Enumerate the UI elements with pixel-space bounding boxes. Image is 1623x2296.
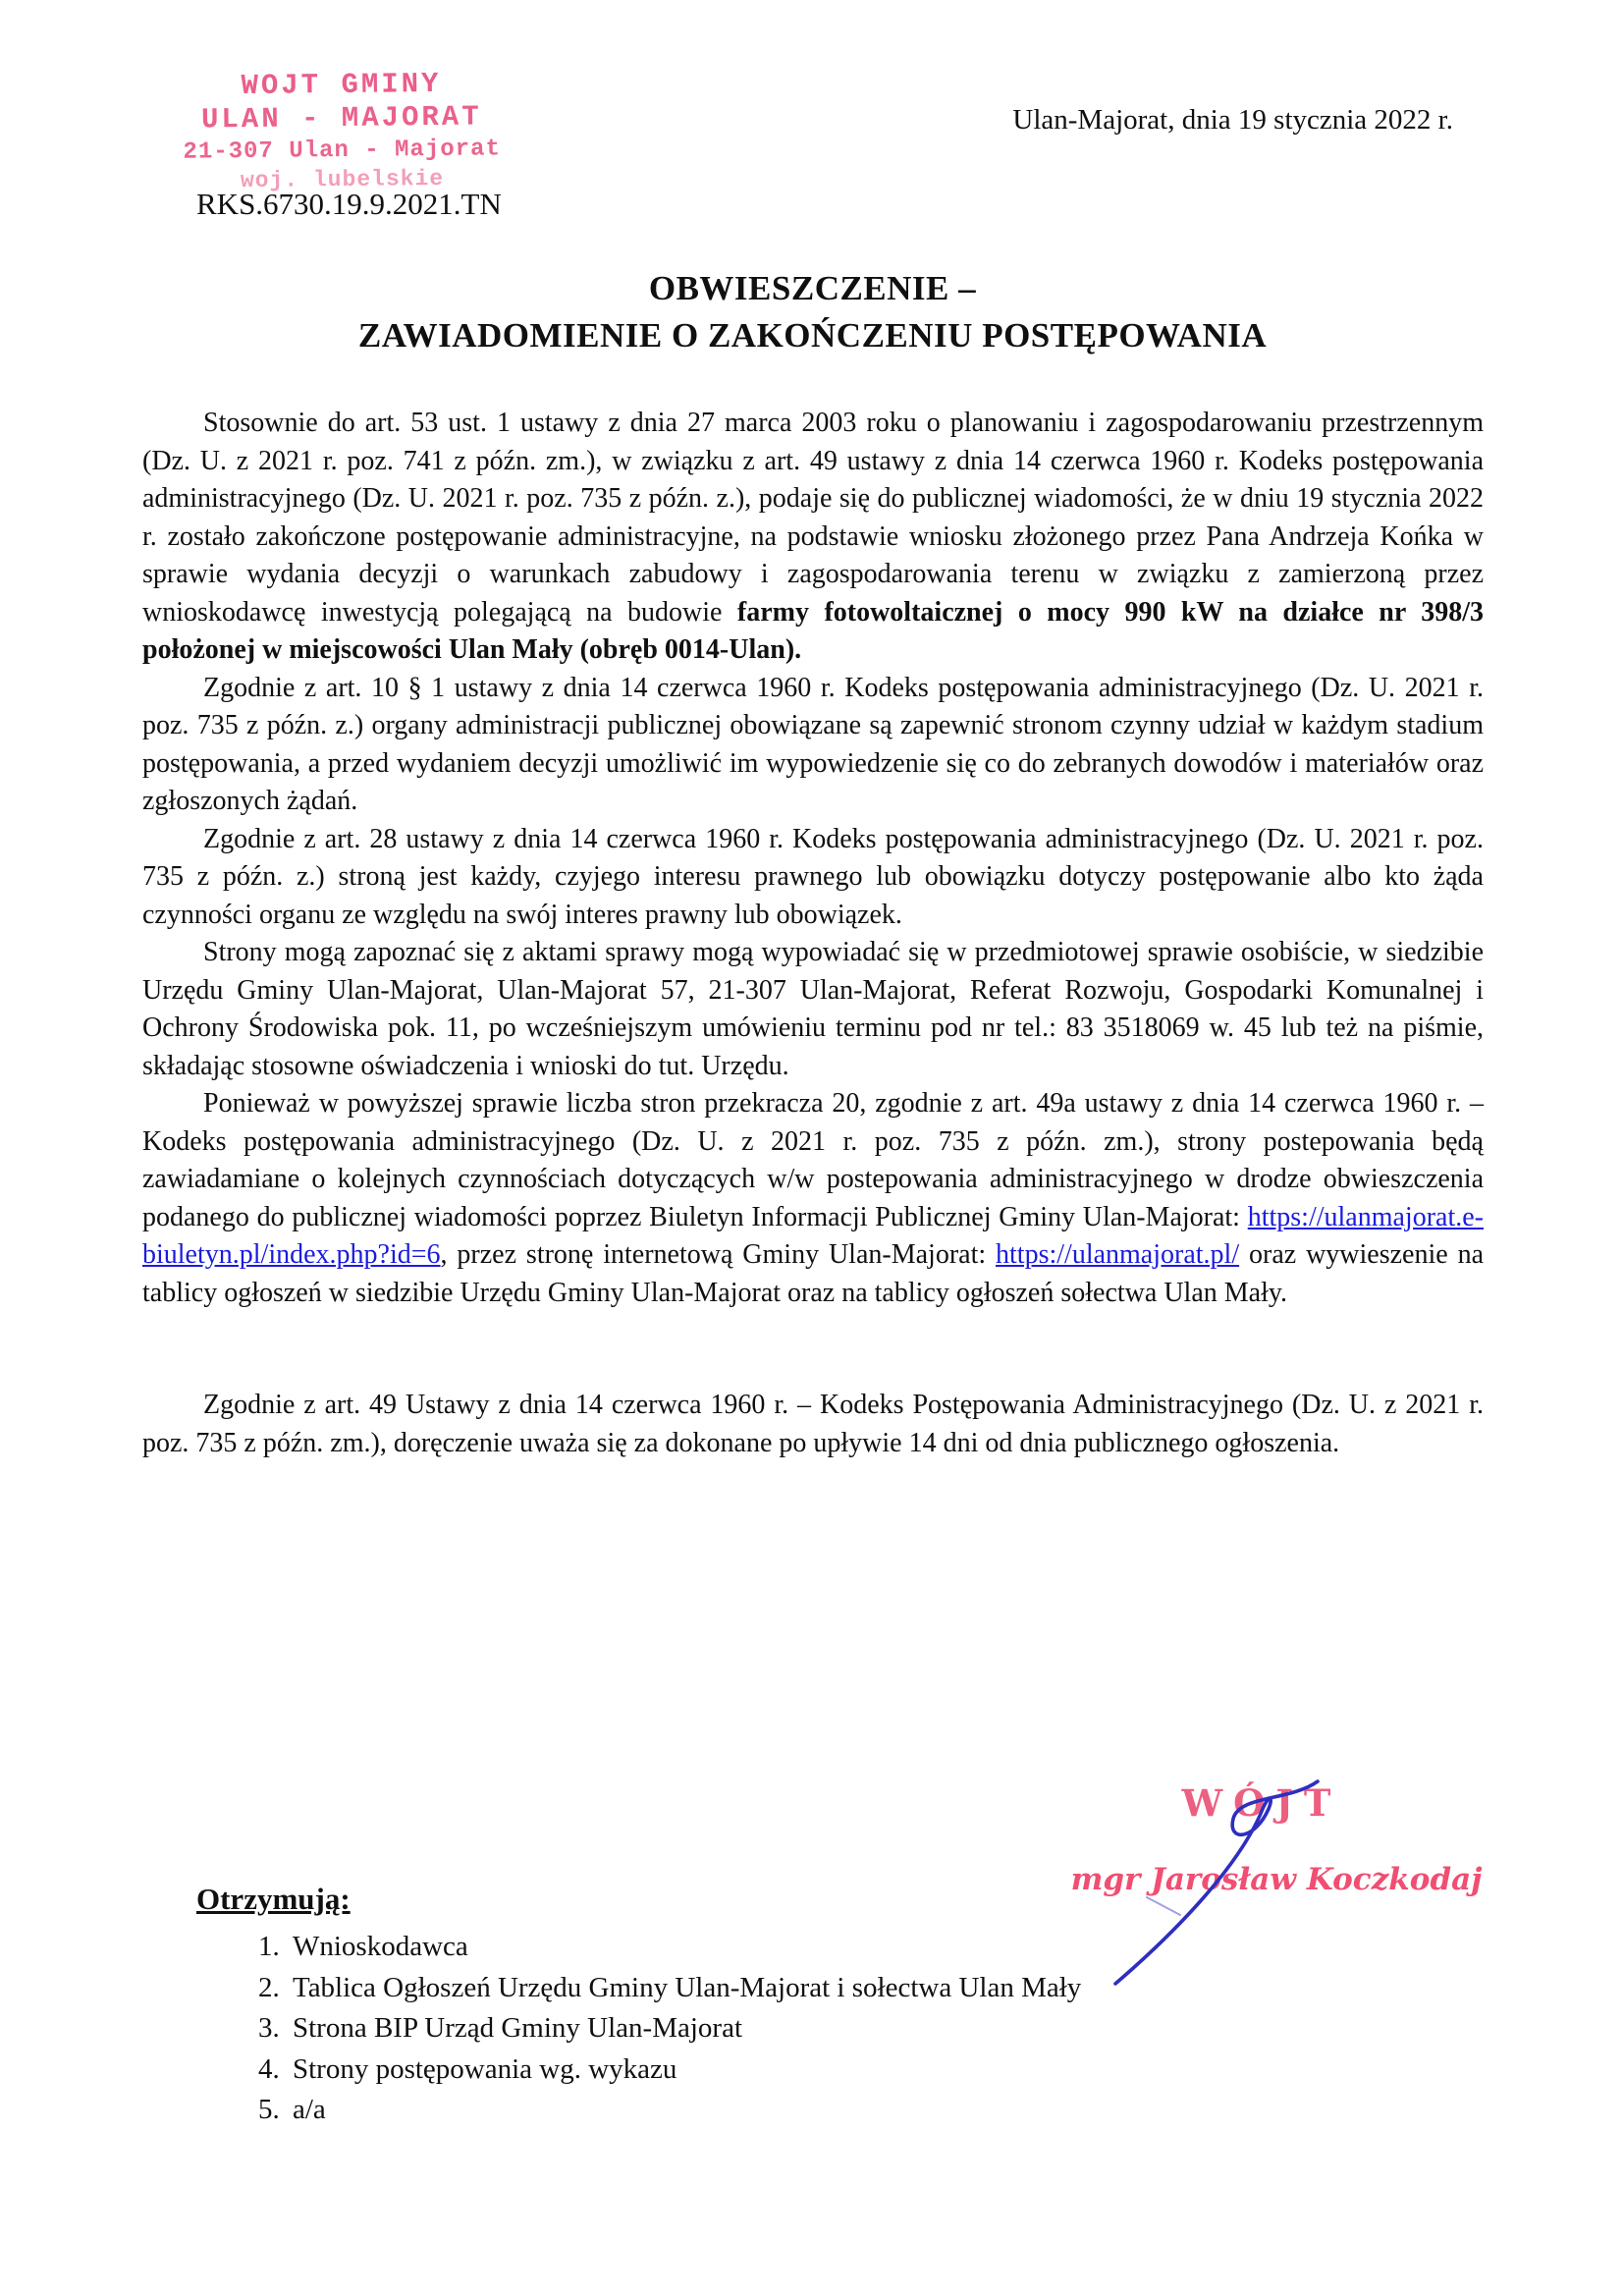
text-run: Ponieważ w powyższej sprawie liczba stron przekracza 20, zgodnie z art. 49a ustawy z dnia 14 czerwca 1960 r. – Kodeks postępowania administracyjnego (Dz. U. z 2021 r. poz. 735 z późn. zm.), strony postepowania będą zawiadamiane o kolejnych czynnościach dotyczących w/w postepowania administracyjnego w drodze obwieszczenia podanego do publicznej wiadomości poprzez Biuletyn Informacji Publicznej Gminy Ulan-Majorat: xyxy=(142,1088,1484,1232)
paragraph xyxy=(142,1387,1484,1462)
title-line-1: OBWIESZCZENIE – xyxy=(648,269,977,307)
case-reference-number: RKS.6730.19.9.2021.TN xyxy=(196,187,502,221)
stamp-line: 21-307 Ulan - Majorat xyxy=(183,136,502,166)
recipients-list xyxy=(196,1927,1081,2131)
recipient-item: 2. Tablica Ogłoszeń Urzędu Gminy Ulan-Majorat i sołectwa Ulan Mały xyxy=(287,1968,1081,2009)
stamp-line: woj. lubelskie xyxy=(240,165,445,194)
recipient-item: 3. Strona BIP Urząd Gminy Ulan-Majorat xyxy=(287,2008,1081,2050)
place-and-date: Ulan-Majorat, dnia 19 stycznia 2022 r. xyxy=(1012,104,1453,136)
text-run: Stosownie do art. 53 ust. 1 ustawy z dnia 27 marca 2003 roku o planowaniu i zagospodarowaniu przestrzennym (Dz. U. z 2021 r. poz. 741 z późn. zm.), w związku z art. 49 ustawy z dnia 14 czerwca 1960 r. Kodeks postępowania administracyjnego (Dz. U. 2021 r. poz. 735 z późn. z.), podaje się do publicznej wiadomości, że w dniu 19 stycznia 2022 r. zostało zakończone postępowanie administracyjne, na podstawie wniosku złożonego przez Pana Andrzeja Końka w sprawie wydania decyzji o warunkach zabudowy i zagospodarowania terenu w związku z zamierzoną przez wnioskodawcę inwestycją polegającą na budowie xyxy=(142,408,1484,628)
recipient-item: 1. Wnioskodawca xyxy=(287,1927,1081,1968)
text-run: Zgodnie z art. 10 § 1 ustawy z dnia 14 czerwca 1960 r. Kodeks postępowania administracyjnego (Dz. U. 2021 r. poz. 735 z późn. z.) organy administracji publicznej obowiązane są zapewnić stronom czynny udział w każdym stadium postępowania, a przed wydaniem decyzji umożliwić im wypowiedzenie się co do zebranych dowodów i materiałów oraz zgłoszonych żądań. xyxy=(142,672,1484,816)
recipient-item: 4. Strony postępowania wg. wykazu xyxy=(287,2050,1081,2091)
document-title xyxy=(142,265,1483,359)
recipients-block xyxy=(196,1882,1081,2131)
text-run: Strony mogą zapoznać się z aktami sprawy mogą wypowiadać się w przedmiotowej sprawie osobiście, w siedzibie Urzędu Gminy Ulan-Majorat, Ulan-Majorat 57, 21-307 Ulan-Majorat, Referat Rozwoju, Gospodarki Komunalnej i Ochrony Środowiska pok. 11, po wcześniejszym umówieniu terminu pod nr tel.: 83 3518069 w. 45 lub też na piśmie, składając stosowne oświadczenia i wnioski do tut. Urzędu. xyxy=(142,937,1484,1081)
text-run: oraz wywieszenie na tablicy ogłoszeń w siedzibie Urzędu Gminy Ulan-Majorat oraz na tablicy ogłoszeń sołectwa Ulan Mały. xyxy=(142,1239,1484,1308)
office-ink-stamp xyxy=(164,67,518,196)
text-run: Zgodnie z art. 28 ustawy z dnia 14 czerwca 1960 r. Kodeks postępowania administracyjnego (Dz. U. 2021 r. poz. 735 z późn. z.) stroną jest każdy, czyjego interesu prawnego lub obowiązku dotyczy postępowanie albo kto żąda czynności organu ze względu na swój interes prawny lub obowiązek. xyxy=(142,823,1484,930)
paragraph xyxy=(142,405,1484,670)
handwritten-signature xyxy=(1060,1748,1473,2043)
title-line-2: ZAWIADOMIENIE O ZAKOŃCZENIU POSTĘPOWANIA xyxy=(357,316,1268,355)
hyperlink[interactable]: https://ulanmajorat.pl/ xyxy=(996,1239,1240,1270)
recipient-item: 5. a/a xyxy=(287,2090,1081,2131)
hyperlink[interactable]: https://ulanmajorat.e-biuletyn.pl/index.php?id=6 xyxy=(142,1201,1484,1270)
mayor-name-stamp: mgr Jarosław Koczkodaj xyxy=(1070,1862,1483,1897)
paragraph xyxy=(142,1085,1484,1312)
stamp-line: WOJT GMINY xyxy=(241,67,442,103)
document-body xyxy=(142,405,1484,1462)
text-run: Zgodnie z art. 49 Ustawy z dnia 14 czerwca 1960 r. – Kodeks Postępowania Administracyjnego (Dz. U. z 2021 r. poz. 735 z późn. zm.), doręczenie uważa się za dokonane po upływie 14 dni od dnia publicznego ogłoszenia. xyxy=(142,1390,1484,1458)
paragraph xyxy=(142,670,1484,821)
paragraph xyxy=(142,821,1484,935)
bold-text: farmy fotowoltaicznej o mocy 990 kW na działce nr 398/3 położonej w miejscowości Ulan Mały (obręb 0014-Ulan). xyxy=(142,596,1484,665)
stamp-line: ULAN - MAJORAT xyxy=(200,100,482,137)
mayor-role-stamp: WÓJT xyxy=(1181,1781,1342,1825)
recipients-heading: Otrzymują: xyxy=(196,1882,351,1916)
paragraph xyxy=(142,934,1484,1085)
text-run: , przez stronę internetową Gminy Ulan-Majorat: xyxy=(440,1239,997,1270)
